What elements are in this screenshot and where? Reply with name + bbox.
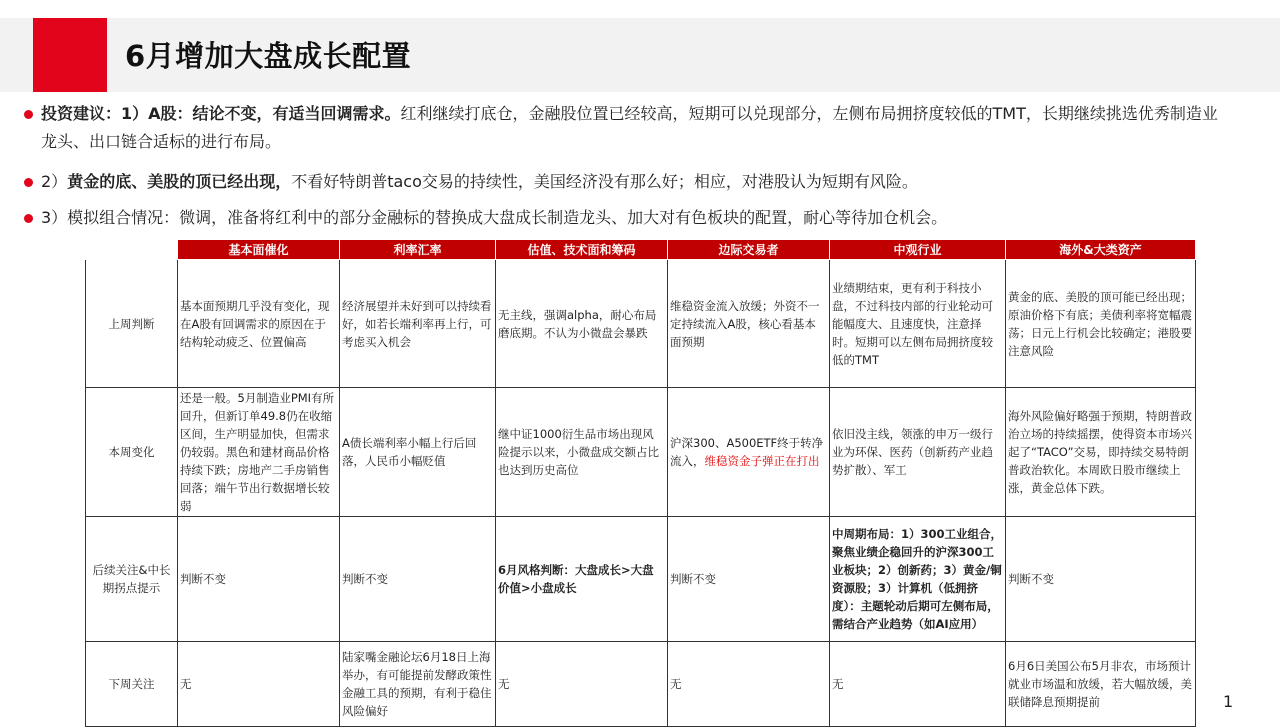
bullet-1-bold: 投资建议：1）A股：结论不变，有适当回调需求。 <box>41 104 401 123</box>
bullet-3-text: 3）模拟组合情况：微调，准备将红利中的部分金融标的替换成大盘成长制造龙头、加大对有色板块的配置，耐心等待加仓机会。 <box>41 208 948 227</box>
table-cell: A债长端利率小幅上行后回落，人民币小幅贬值 <box>340 388 496 517</box>
analysis-table <box>85 239 1196 727</box>
table-cell: 海外风险偏好略强于预期，特朗普政治立场的持续摇摆，使得资本市场兴起了“TACO”交易，即持续交易特朗普政治软化。本周欧日股市继续上涨，黄金总体下跌。 <box>1006 388 1196 517</box>
table-row <box>86 260 1196 388</box>
bullet-1-text: 红利继续打底仓，金融股位置已经较高，短期可以兑现部分，左侧布局拥挤度较低的TMT，长期继续挑选优秀制造业龙头、出口链合适标的进行布局。 <box>41 104 1218 151</box>
row-label: 本周变化 <box>86 388 178 517</box>
row-label: 上周判断 <box>86 260 178 388</box>
cell-text-highlight-red: 维稳资金子弹正在打出 <box>704 454 820 468</box>
table-cell: 无主线，强调alpha，耐心布局磨底期。不认为小微盘会暴跌 <box>496 260 668 388</box>
table-cell: 依旧没主线，领涨的申万一级行业为环保、医药（创新药产业趋势扩散）、军工 <box>830 388 1006 517</box>
bullet-dot-icon <box>24 178 33 187</box>
bullet-2-bold: 黄金的底、美股的顶已经出现， <box>67 172 292 191</box>
header-corner <box>86 240 178 260</box>
title-accent-block <box>33 18 107 92</box>
table-cell: 经济展望并未好到可以持续看好，如若长端利率再上行，可考虑买入机会 <box>340 260 496 388</box>
table-cell: 无 <box>830 642 1006 727</box>
table-cell: 判断不变 <box>340 517 496 642</box>
table-cell: 无 <box>668 642 830 727</box>
page-number: 1 <box>1223 692 1234 711</box>
table-header-cell: 边际交易者 <box>668 240 830 260</box>
row-label: 下周关注 <box>86 642 178 727</box>
table-header-cell: 估值、技术面和筹码 <box>496 240 668 260</box>
bullet-2-prefix: 2） <box>41 172 68 191</box>
bullet-2-text: 不看好特朗普taco交易的持续性，美国经济没有那么好；相应，对港股认为短期有风险。 <box>291 172 918 191</box>
row-label: 后续关注&中长期拐点提示 <box>86 517 178 642</box>
table-row <box>86 642 1196 727</box>
table-header-cell: 利率汇率 <box>340 240 496 260</box>
table-header-row <box>86 240 1196 260</box>
table-cell: 黄金的底、美股的顶可能已经出现；原油价格下有底；美债利率将宽幅震荡；日元上行机会比较确定；港股要注意风险 <box>1006 260 1196 388</box>
table-header-cell: 海外&大类资产 <box>1006 240 1196 260</box>
table-cell: 无 <box>496 642 668 727</box>
table-cell: 6月风格判断：大盘成长>大盘价值>小盘成长 <box>496 517 668 642</box>
bullet-item-3 <box>22 204 1232 232</box>
table-cell: 判断不变 <box>178 517 340 642</box>
bullet-item-2 <box>22 168 1232 196</box>
table-cell-highlight-green: 继中证1000衍生品市场出现风险提示以来，小微盘成交额占比也达到历史高位 <box>496 388 668 517</box>
table-cell: 业绩期结束，更有利于科技小盘，不过科技内部的行业轮动可能幅度大、且速度快，注意择时。短期可以左侧布局拥挤度较低的TMT <box>830 260 1006 388</box>
table-cell: 维稳资金流入放缓；外资不一定持续流入A股，核心看基本面预期 <box>668 260 830 388</box>
cell-text: 沪深300、A500ETF终于转净流入， <box>670 436 824 468</box>
bullet-dot-icon <box>24 214 33 223</box>
table-header-cell: 中观行业 <box>830 240 1006 260</box>
table-cell: 还是一般。5月制造业PMI有所回升，但新订单49.8仍在收缩区间，生产明显加快，但需求仍较弱。黑色和建材商品价格持续下跌；房地产二手房销售回落；端午节出行数据增长较弱 <box>178 388 340 517</box>
table-cell: 判断不变 <box>668 517 830 642</box>
table-cell <box>668 388 830 517</box>
table-row <box>86 517 1196 642</box>
table-header-cell: 基本面催化 <box>178 240 340 260</box>
bullet-dot-icon <box>24 110 33 119</box>
table-cell: 6月6日美国公布5月非农，市场预计就业市场温和放缓，若大幅放缓，美联储降息预期提前 <box>1006 642 1196 727</box>
table-cell: 判断不变 <box>1006 517 1196 642</box>
table-cell: 中周期布局：1）300工业组合，聚焦业绩企稳回升的沪深300工业板块；2）创新药；3）黄金/铜资源股；3）计算机（低拥挤度）：主题轮动后期可左侧布局，需结合产业趋势（如AI应用） <box>830 517 1006 642</box>
table-cell: 无 <box>178 642 340 727</box>
bullet-list <box>22 100 1232 232</box>
table-cell: 基本面预期几乎没有变化，现在A股有回调需求的原因在于结构轮动疲乏、位置偏高 <box>178 260 340 388</box>
table-cell: 陆家嘴金融论坛6月18日上海举办，有可能提前发酵政策性金融工具的预期，有利于稳住风险偏好 <box>340 642 496 727</box>
bullet-item-1 <box>22 100 1232 156</box>
table-row <box>86 388 1196 517</box>
page-title: 6月增加大盘成长配置 <box>125 39 412 73</box>
